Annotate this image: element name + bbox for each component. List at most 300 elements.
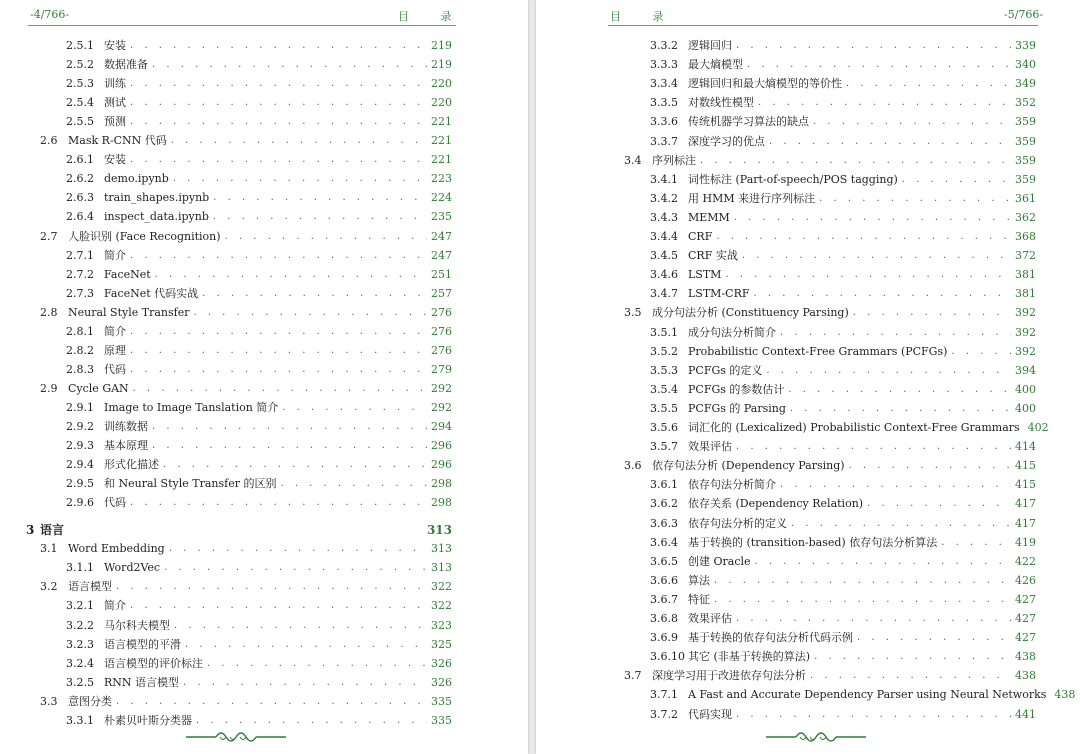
- toc-entry-number: 3.7.2: [650, 707, 678, 721]
- toc-entry[interactable]: [40, 693, 452, 711]
- toc-entry-title: A Fast and Accurate Dependency Parser using Neural Networks: [688, 688, 1047, 702]
- toc-entry-number: 3.5: [624, 306, 642, 320]
- dot-leader: [857, 629, 1011, 647]
- toc-entry[interactable]: [40, 540, 452, 558]
- toc-entry-title: 逻辑回归: [688, 39, 732, 52]
- toc-entry-title: LSTM: [688, 268, 722, 282]
- dot-leader: [225, 228, 427, 246]
- toc-entry[interactable]: [26, 521, 452, 539]
- toc-entry[interactable]: [40, 380, 452, 398]
- toc-entry-number: 3.6.3: [650, 516, 678, 530]
- toc-entry-number: 2.9.5: [66, 477, 94, 491]
- running-header-left: [0, 8, 528, 24]
- toc-entry-number: 2.9: [40, 381, 58, 395]
- toc-entry-page: 313: [426, 523, 452, 538]
- toc-entry[interactable]: [66, 399, 452, 417]
- toc-entry-number: 3.6.5: [650, 554, 678, 568]
- toc-entry-title: 代码: [104, 362, 126, 376]
- toc-entry-number: 3.3.4: [650, 77, 678, 91]
- toc-entry[interactable]: [650, 534, 1036, 552]
- toc-entry[interactable]: [650, 648, 1036, 666]
- toc-entry-page: 325: [431, 637, 452, 651]
- toc-entry-page: 276: [431, 324, 452, 338]
- toc-entry-number: 2.5.5: [66, 115, 94, 129]
- toc-entry[interactable]: [650, 362, 1036, 380]
- toc-entry-title: Cycle GAN: [68, 381, 129, 395]
- toc-entry[interactable]: [66, 674, 452, 692]
- toc-entry[interactable]: [66, 456, 452, 474]
- toc-entry[interactable]: [650, 190, 1036, 208]
- toc-entry-title: FaceNet 代码实战: [104, 286, 199, 300]
- toc-entry-number: 3.3: [40, 694, 58, 708]
- toc-entry-title: 词性标注 (Part-of-speech/POS tagging): [688, 172, 898, 186]
- dot-leader: [130, 323, 427, 341]
- toc-entry-page: 438: [1015, 650, 1036, 664]
- toc-entry-title: PCFGs 的定义: [688, 363, 763, 377]
- toc-entry-title: Neural Style Transfer: [68, 305, 190, 319]
- toc-entry-title: 测试: [104, 96, 126, 110]
- toc-entry-page: 352: [1015, 96, 1036, 110]
- toc-entry[interactable]: [650, 171, 1036, 189]
- dot-leader: [213, 189, 427, 207]
- toc-entry[interactable]: [66, 189, 452, 207]
- toc-entry-page: 298: [431, 496, 452, 510]
- toc-entry-page: 422: [1015, 554, 1036, 568]
- header-rule: [608, 25, 1038, 26]
- toc-entry[interactable]: [624, 304, 1036, 322]
- dot-leader: [867, 495, 1011, 513]
- toc-entry[interactable]: [66, 475, 452, 493]
- toc-entry-page: 402: [1027, 421, 1049, 434]
- toc-entry-page: 349: [1015, 77, 1036, 91]
- toc-entry-title: 训练: [104, 77, 126, 91]
- toc-entry[interactable]: [66, 597, 452, 615]
- toc-entry-title: RNN 语言模型: [104, 675, 180, 689]
- toc-entry-number: 3.2.2: [66, 618, 94, 632]
- toc-entry-page: 417: [1015, 497, 1036, 511]
- toc-entry-number: 2.9.3: [66, 439, 94, 453]
- dot-leader: [755, 553, 1011, 571]
- toc-entry[interactable]: [66, 437, 452, 455]
- dot-leader: [791, 515, 1011, 533]
- toc-entry-page: 417: [1015, 516, 1036, 530]
- toc-entry-page: 427: [1015, 592, 1036, 606]
- toc-entry-number: 3.3.3: [650, 58, 678, 72]
- toc-entry[interactable]: [650, 381, 1036, 399]
- toc-entry-number: 3.6.8: [650, 612, 678, 625]
- toc-entry-number: 3.2: [40, 580, 58, 594]
- dot-leader: [736, 438, 1011, 456]
- toc-entry[interactable]: [66, 75, 452, 93]
- toc-entry[interactable]: [66, 418, 452, 436]
- toc-entry-title: 对数线性模型: [688, 96, 754, 110]
- dot-leader: [173, 170, 427, 188]
- toc-entry-title: 词汇化的 (Lexicalized) Probabilistic Context-Free Grammars: [688, 421, 1020, 434]
- toc-entry-title: 效果评估: [688, 612, 732, 625]
- toc-entry-page: 326: [431, 656, 452, 670]
- toc-entry-number: 2.7.2: [66, 267, 94, 281]
- toc-entry[interactable]: [650, 209, 1036, 227]
- toc-entry-title: 依存句法分析简介: [688, 478, 776, 492]
- toc-entry-page: 313: [431, 542, 452, 556]
- dot-leader: [152, 418, 427, 436]
- toc-entry-title: 最大熵模型: [688, 58, 743, 72]
- toc-entry-page: 276: [431, 305, 452, 319]
- toc-entry[interactable]: [66, 342, 452, 360]
- toc-entry-title: 算法: [688, 573, 710, 587]
- toc-entry[interactable]: [650, 610, 1036, 628]
- toc-entry[interactable]: [650, 629, 1036, 647]
- toc-entry-number: 2.6.3: [66, 191, 94, 205]
- toc-entry-page: 326: [431, 675, 452, 689]
- toc-entry-title: 依存句法分析 (Dependency Parsing): [652, 459, 845, 473]
- toc-entry-number: 3.3.1: [66, 713, 94, 727]
- toc-entry[interactable]: [650, 400, 1036, 418]
- dot-leader: [133, 380, 427, 398]
- toc-entry-number: 2.7: [40, 229, 58, 243]
- header-title: 目 录: [398, 10, 466, 23]
- page-number-label: -4/766-: [30, 8, 70, 21]
- toc-entry-title: 基于转换的 (transition-based) 依存句法分析算法: [688, 535, 938, 549]
- toc-entry[interactable]: [66, 361, 452, 379]
- header-title: 目 录: [610, 10, 678, 23]
- toc-entry-title: 创建 Oracle: [688, 554, 751, 568]
- dot-leader: [183, 674, 427, 692]
- toc-entry-page: 359: [1015, 172, 1036, 186]
- toc-entry-page: 257: [431, 286, 452, 300]
- footer-ornament-icon: [766, 730, 866, 744]
- toc-entry-number: 3.1: [40, 542, 58, 556]
- toc-entry-page: 362: [1015, 210, 1036, 224]
- dot-leader: [116, 693, 427, 711]
- toc-entry-number: 2.6.4: [66, 210, 94, 224]
- toc-entry[interactable]: [650, 285, 1036, 303]
- toc-entry[interactable]: [66, 559, 452, 577]
- toc-entry-title: 数据准备: [104, 58, 148, 72]
- dot-leader: [790, 400, 1011, 418]
- dot-leader: [171, 132, 427, 150]
- dot-leader: [700, 152, 1011, 170]
- toc-entry-title: train_shapes.ipynb: [104, 191, 210, 205]
- dot-leader: [282, 399, 427, 417]
- toc-entry-page: 419: [1015, 535, 1036, 549]
- toc-entry[interactable]: [66, 94, 452, 112]
- dot-leader: [734, 209, 1011, 227]
- toc-entry[interactable]: [66, 56, 452, 74]
- toc-entry-title: 简介: [104, 324, 126, 338]
- toc-entry-page: 251: [431, 267, 452, 281]
- toc-entry-number: 3.2.4: [66, 656, 94, 670]
- toc-entry-title: Image to Image Tanslation 简介: [104, 400, 279, 414]
- toc-entry-page: 292: [431, 400, 452, 414]
- toc-entry-page: 247: [431, 248, 452, 262]
- toc-entry[interactable]: [66, 636, 452, 654]
- toc-entry-page: 394: [1015, 363, 1036, 377]
- toc-entry-number: 3.7.1: [650, 688, 678, 702]
- toc-entry[interactable]: [650, 591, 1036, 609]
- dot-leader: [736, 37, 1011, 55]
- toc-entry-page: 415: [1015, 478, 1036, 492]
- toc-entry-title: Word2Vec: [104, 561, 161, 575]
- toc-entry-number: 3.6: [624, 459, 642, 473]
- toc-entry[interactable]: [650, 247, 1036, 265]
- page-number-label: -5/766-: [1004, 8, 1044, 21]
- toc-entry[interactable]: [650, 686, 1076, 704]
- dot-leader: [736, 610, 1011, 628]
- toc-entry-number: 3.3.7: [650, 134, 678, 148]
- toc-entry-page: 392: [1015, 344, 1036, 358]
- toc-entry[interactable]: [650, 476, 1036, 494]
- toc-entry-page: 220: [431, 96, 452, 110]
- toc-entry-number: 2.9.1: [66, 400, 94, 414]
- toc-entry-number: 3.6.1: [650, 478, 678, 492]
- dot-leader: [280, 475, 427, 493]
- toc-entry-page: 400: [1015, 401, 1036, 415]
- dot-leader: [196, 712, 427, 730]
- toc-entry[interactable]: [650, 113, 1036, 131]
- toc-entry-number: 2.5.4: [66, 96, 94, 110]
- toc-entry-number: 2.8: [40, 305, 58, 319]
- toc-entry[interactable]: [650, 324, 1036, 342]
- toc-entry-title: 安装: [104, 153, 126, 167]
- toc-entry[interactable]: [650, 438, 1036, 456]
- toc-entry-number: 3.4.5: [650, 249, 678, 263]
- toc-entry-number: 3.4.6: [650, 268, 678, 282]
- toc-entry-number: 3.4: [624, 153, 642, 167]
- toc-entry[interactable]: [66, 266, 452, 284]
- toc-entry-number: 3.5.2: [650, 344, 678, 358]
- toc-entry-page: 323: [431, 618, 452, 632]
- dot-leader: [780, 324, 1011, 342]
- toc-entry-page: 438: [1054, 688, 1076, 702]
- dot-leader: [902, 171, 1011, 189]
- toc-entry[interactable]: [650, 133, 1036, 151]
- toc-entry-page: 426: [1015, 573, 1036, 587]
- toc-entry-page: 438: [1015, 669, 1036, 683]
- toc-entry-title: FaceNet: [104, 267, 151, 281]
- toc-entry-title: 成分句法分析 (Constituency Parsing): [652, 306, 849, 320]
- toc-entry[interactable]: [66, 712, 452, 730]
- dot-leader: [152, 437, 427, 455]
- toc-entry-page: 359: [1015, 115, 1036, 129]
- toc-entry-number: 2.5.3: [66, 77, 94, 91]
- toc-entry-page: 427: [1015, 631, 1036, 645]
- dot-leader: [213, 208, 427, 226]
- toc-entry-number: 3.6.6: [650, 573, 678, 587]
- toc-entry[interactable]: [66, 170, 452, 188]
- toc-entry[interactable]: [650, 94, 1036, 112]
- toc-entry-title: 代码: [104, 496, 126, 510]
- toc-entry-title: 语言模型: [68, 580, 112, 594]
- toc-entry[interactable]: [40, 578, 452, 596]
- toc-entry-title: 代码实现: [688, 707, 732, 721]
- toc-entry[interactable]: [650, 266, 1036, 284]
- toc-entry-number: 3.7: [624, 669, 642, 683]
- toc-entry[interactable]: [650, 228, 1036, 246]
- toc-entry-page: 219: [431, 58, 452, 72]
- toc-entry-page: 372: [1015, 249, 1036, 263]
- toc-entry-number: 2.9.4: [66, 458, 94, 472]
- toc-entry-page: 296: [431, 458, 452, 472]
- toc-entry-number: 2.5.1: [66, 39, 94, 52]
- toc-entry[interactable]: [624, 457, 1036, 475]
- toc-entry[interactable]: [40, 228, 452, 246]
- toc-entry-title: 深度学习的优点: [688, 134, 765, 148]
- dot-leader: [185, 636, 427, 654]
- toc-entry-title: 基本原理: [104, 439, 148, 453]
- toc-entry-title: 依存关系 (Dependency Relation): [688, 497, 864, 511]
- toc-entry-number: 3.1.1: [66, 561, 94, 575]
- toc-entry[interactable]: [624, 152, 1036, 170]
- toc-entry-title: 马尔科夫模型: [104, 618, 170, 632]
- dot-leader: [951, 343, 1011, 361]
- dot-leader: [130, 151, 427, 169]
- toc-entry-number: 3.5.7: [650, 440, 678, 454]
- toc-entry-title: 和 Neural Style Transfer 的区别: [104, 477, 277, 491]
- toc-entry-title: Mask R-CNN 代码: [68, 134, 167, 148]
- toc-entry-number: 3.5.6: [650, 421, 678, 434]
- toc-entry[interactable]: [66, 323, 452, 341]
- toc-entry[interactable]: [66, 113, 452, 131]
- dot-leader: [152, 56, 427, 74]
- toc-entry-number: 3.6.10: [650, 650, 685, 664]
- toc-entry-page: 392: [1015, 325, 1036, 339]
- dot-leader: [819, 190, 1011, 208]
- toc-entry-page: 221: [431, 134, 452, 148]
- toc-entry-number: 3.6.2: [650, 497, 678, 511]
- toc-entry-page: 220: [431, 77, 452, 91]
- toc-entry[interactable]: [66, 617, 452, 635]
- toc-entry-number: 3.3.5: [650, 96, 678, 110]
- toc-entry-title: 形式化描述: [104, 458, 159, 472]
- dot-leader: [207, 655, 427, 673]
- toc-entry-number: 2.8.2: [66, 343, 94, 357]
- toc-entry-page: 221: [431, 115, 452, 129]
- dot-leader: [788, 381, 1011, 399]
- toc-entry[interactable]: [40, 132, 452, 150]
- toc-entry-page: 359: [1015, 153, 1036, 167]
- toc-entry-title: 依存句法分析的定义: [688, 516, 787, 530]
- toc-entry[interactable]: [650, 706, 1036, 724]
- dot-leader: [164, 559, 427, 577]
- toc-entry-title: LSTM-CRF: [688, 287, 750, 301]
- toc-entry-title: PCFGs 的参数估计: [688, 382, 785, 396]
- toc-entry[interactable]: [66, 494, 452, 512]
- toc-entry[interactable]: [650, 553, 1036, 571]
- toc-entry[interactable]: [66, 655, 452, 673]
- toc-entry-number: 2.6.2: [66, 172, 94, 186]
- toc-entry[interactable]: [650, 37, 1036, 55]
- toc-entry-title: CRF: [688, 230, 713, 243]
- dot-leader: [941, 534, 1011, 552]
- toc-entry-number: 3.5.5: [650, 401, 678, 415]
- toc-entry[interactable]: [66, 37, 452, 55]
- toc-entry-number: 3.4.1: [650, 172, 678, 186]
- toc-entry-title: inspect_data.ipynb: [104, 210, 209, 224]
- left-page: [0, 0, 528, 754]
- dot-leader: [130, 597, 427, 615]
- toc-entry-page: 247: [431, 229, 452, 243]
- toc-entry-number: 2.8.1: [66, 324, 94, 338]
- toc-entry-number: 2.7.3: [66, 286, 94, 300]
- dot-leader: [716, 228, 1011, 246]
- toc-entry-title: 成分句法分析简介: [688, 325, 776, 339]
- toc-entry[interactable]: [650, 419, 1049, 437]
- toc-entry[interactable]: [650, 75, 1036, 93]
- toc-entry-title: 语言模型的平滑: [104, 637, 181, 651]
- dot-leader: [169, 540, 427, 558]
- toc-entry[interactable]: [650, 495, 1036, 513]
- toc-entry[interactable]: [66, 285, 452, 303]
- dot-leader: [202, 285, 427, 303]
- toc-entry-page: 221: [431, 153, 452, 167]
- toc-entry-page: 441: [1015, 707, 1036, 721]
- dot-leader: [193, 304, 427, 322]
- toc-entry-number: 2.7.1: [66, 248, 94, 262]
- toc-entry-page: 368: [1015, 230, 1036, 243]
- toc-entry-page: 313: [431, 561, 452, 575]
- toc-entry-page: 392: [1015, 306, 1036, 320]
- toc-entry-title: 原理: [104, 343, 126, 357]
- toc-entry-page: 414: [1015, 440, 1036, 454]
- toc-entry[interactable]: [66, 151, 452, 169]
- toc-entry[interactable]: [66, 247, 452, 265]
- toc-entry-number: 2.5.2: [66, 58, 94, 72]
- dot-leader: [714, 572, 1011, 590]
- toc-entry-number: 2.9.6: [66, 496, 94, 510]
- toc-entry-title: 意图分类: [68, 694, 112, 708]
- toc-entry-page: 340: [1015, 58, 1036, 72]
- toc-entry-title: 用 HMM 来进行序列标注: [688, 191, 816, 205]
- toc-entry-page: 235: [431, 210, 452, 224]
- toc-entry[interactable]: [650, 572, 1036, 590]
- toc-entry[interactable]: [66, 208, 452, 226]
- dot-leader: [174, 617, 427, 635]
- toc-entry-page: 294: [431, 420, 452, 433]
- dot-leader: [130, 37, 427, 55]
- toc-entry-number: 2.6: [40, 134, 58, 148]
- toc-entry-title: 传统机器学习算法的缺点: [688, 115, 809, 129]
- running-header-right: [536, 8, 1080, 24]
- dot-leader: [130, 113, 427, 131]
- toc-entry[interactable]: [650, 343, 1036, 361]
- dot-leader: [747, 56, 1011, 74]
- toc-entry-number: 3: [26, 523, 35, 538]
- toc-entry-number: 3.6.7: [650, 592, 678, 606]
- toc-entry[interactable]: [650, 56, 1036, 74]
- toc-entry-number: 3.4.3: [650, 210, 678, 224]
- toc-entry-title: 基于转换的依存句法分析代码示例: [688, 631, 853, 645]
- dot-leader: [754, 285, 1012, 303]
- right-page: [536, 0, 1080, 754]
- toc-entry-number: 3.6.4: [650, 535, 678, 549]
- dot-leader: [810, 667, 1011, 685]
- dot-leader: [814, 648, 1011, 666]
- toc-entry[interactable]: [624, 667, 1036, 685]
- toc-entry[interactable]: [650, 515, 1036, 533]
- toc-entry-page: 381: [1015, 287, 1036, 301]
- toc-entry-page: 381: [1015, 268, 1036, 282]
- toc-entry-number: 3.5.4: [650, 382, 678, 396]
- toc-entry[interactable]: [40, 304, 452, 322]
- toc-entry-title: Word Embedding: [68, 542, 165, 556]
- footer-ornament-icon: [186, 730, 286, 744]
- dot-leader: [130, 94, 427, 112]
- toc-entry-title: CRF 实战: [688, 249, 738, 263]
- dot-leader: [813, 113, 1011, 131]
- dot-leader: [130, 342, 427, 360]
- toc-entry-page: 276: [431, 343, 452, 357]
